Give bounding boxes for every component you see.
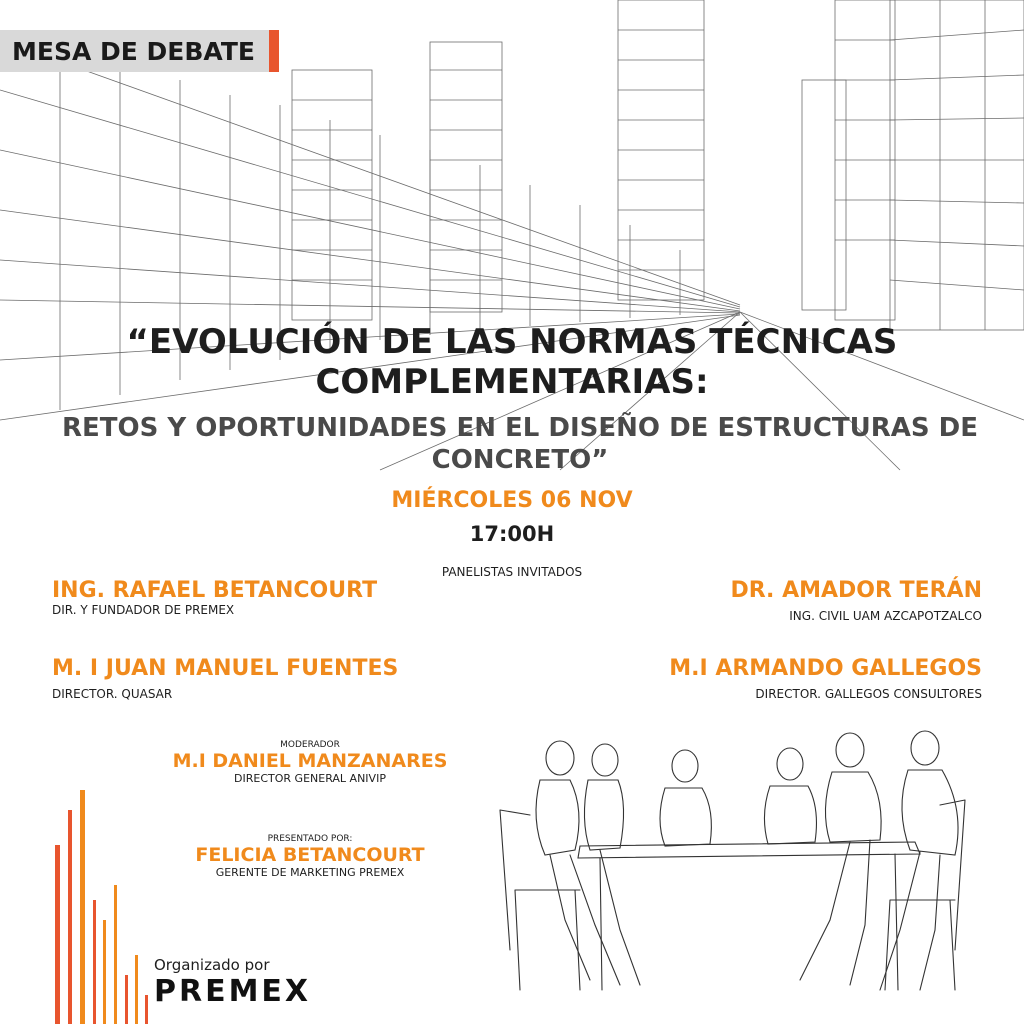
presenter-name: FELICIA BETANCOURT [195,844,425,866]
event-title [0,322,1024,402]
panelist-name: ING. RAFAEL BETANCOURT [52,578,378,603]
decorative-bars-graphic [50,790,160,1024]
moderator-role: DIRECTOR GENERAL ANIVIP [234,772,386,785]
panelist-name: M.I ARMANDO GALLEGOS [669,656,982,681]
panelist-name: M. I JUAN MANUEL FUENTES [52,656,399,681]
event-subtitle [40,412,1000,476]
presenter-label: PRESENTADO POR: [267,834,353,844]
panelist-role: ING. CIVIL UAM AZCAPOTZALCO [789,609,982,623]
event-title-line2: COMPLEMENTARIAS: [315,362,709,402]
event-date: MIÉRCOLES 06 NOV [391,488,633,513]
moderator-block [170,740,450,785]
panelist-role: DIRECTOR. QUASAR [52,687,173,701]
organizer-label: Organizado por [154,956,270,974]
event-time: 17:00H [469,522,555,546]
event-title-line1: “EVOLUCIÓN DE LAS NORMAS TÉCNICAS [126,322,898,362]
moderator-label: MODERADOR [280,740,340,750]
organizer-logo: PREMEX [154,974,312,1009]
presenter-role: GERENTE DE MARKETING PREMEX [215,866,405,879]
panelist-role: DIRECTOR. GALLEGOS CONSULTORES [755,687,982,701]
presenter-block [170,834,450,879]
moderator-name: M.I DANIEL MANZANARES [172,750,448,772]
panelist-3 [52,656,398,701]
panelist-1 [52,578,377,617]
event-type-tag: MESA DE DEBATE [0,30,279,72]
panelists-label: PANELISTAS INVITADOS [441,565,583,579]
panelist-role: DIR. Y FUNDADOR DE PREMEX [52,603,235,617]
panelist-2 [730,578,982,623]
panelist-name: DR. AMADOR TERÁN [730,578,982,603]
meeting-table-illustration [470,690,1010,1020]
event-subtitle-line1: RETOS Y OPORTUNIDADES EN EL DISEÑO DE ESTRUCTURAS DE [61,413,979,443]
event-subtitle-line2: CONCRETO” [431,445,609,475]
